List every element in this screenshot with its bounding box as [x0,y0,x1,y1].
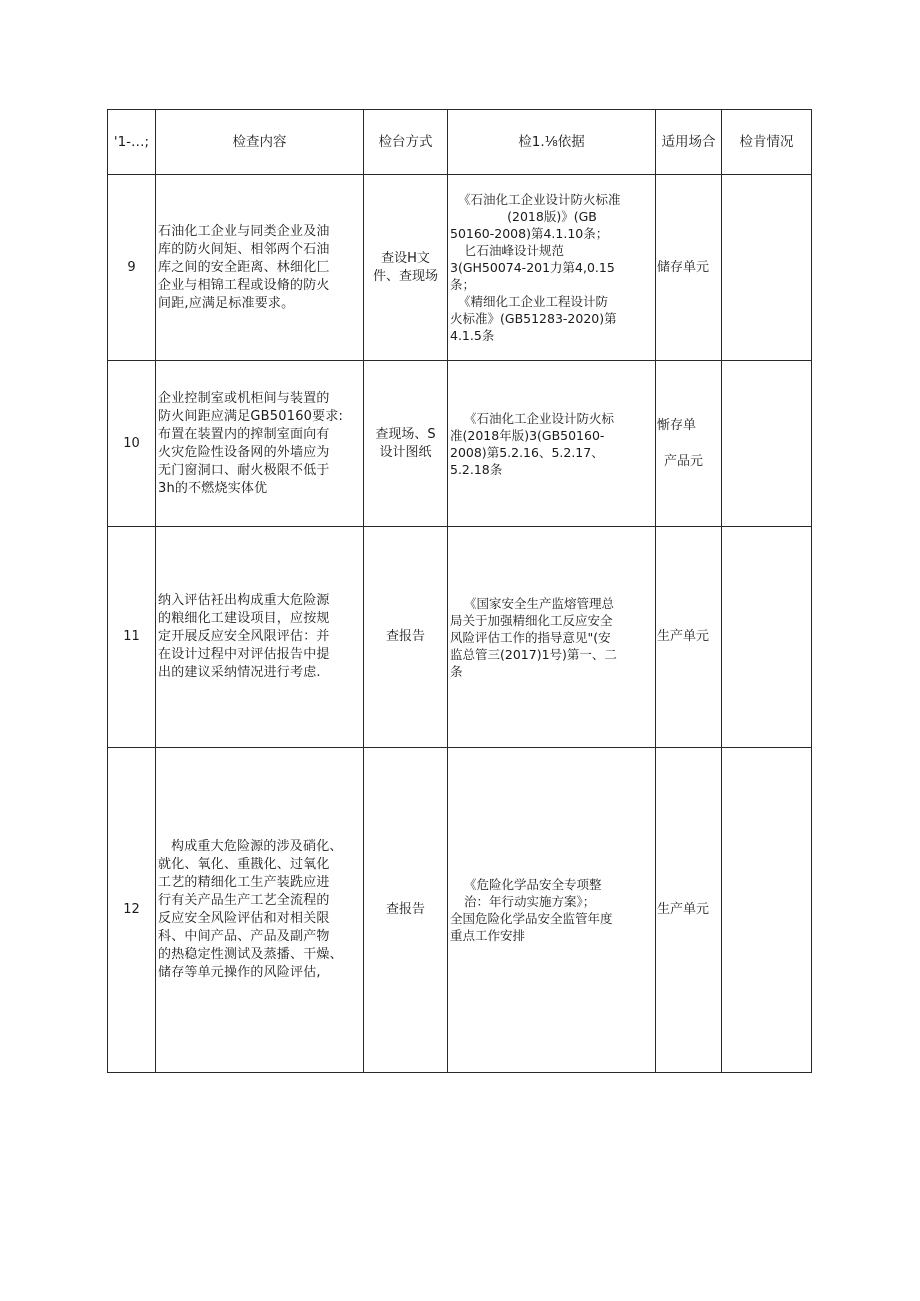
basis-line: 治：年行动实施方案》； [464,894,596,909]
basis-line: 《石油化工企业设计防火标准 [458,192,621,207]
inspection-status-cell[interactable] [722,527,812,748]
row-number: 11 [108,527,156,748]
content-line: 的粮细化工建设项目，应按规 [158,611,330,626]
content-line: 企业与相锦工程或设脩的防火 [158,277,330,293]
basis-line: 50160-2008)第4.1.10条； [450,226,609,241]
inspection-status-cell[interactable] [722,175,812,361]
basis-line: 局关于加强精细化工反应安全 [450,612,613,628]
basis-line: 重点工作安排 [450,928,526,943]
basis-line: 《国家安全生产监熔管理总 [464,595,615,611]
inspection-basis-cell [448,527,656,748]
content-line: 布置在装置内的搾制室面向有 [158,426,330,442]
basis-line: 5.2.18条 [450,461,503,477]
inspection-table [107,109,812,1073]
inspection-basis-cell [448,175,656,361]
content-line: 科、中间产品、产品及副产物 [158,929,330,944]
content-line: 出的建议采纳情况进行考虑. [158,665,321,680]
basis-line: 条 [450,663,463,679]
inspection-basis-cell [448,361,656,527]
content-line: 储存等单元操作的风险评估, [158,965,321,980]
basis-line: 火标准》(GB51283-2020)第 [450,311,617,326]
content-line: 在设计过程中对评估报告中提 [158,647,330,662]
basis-line: 监总管三(2017)1号)第一、二 [450,646,617,662]
inspection-method-cell: 查报告 [364,748,448,1073]
basis-line: 条； [450,277,476,292]
header-basis: 检1.⅛依据 [448,110,656,175]
row-number: 9 [108,175,156,361]
header-no: '1-…; [108,110,156,175]
content-line: 构成重大危险源的涉及硝化、 [171,839,343,854]
scope-line: 惭存单 [657,417,697,433]
inspection-basis-cell [448,748,656,1073]
basis-line: 准(2018年版)3(GB50160- [450,427,605,443]
content-line: 间距,应满足标准要求。 [158,295,295,311]
applicable-scope-cell [656,361,722,527]
table-row [108,748,812,1073]
inspection-status-cell[interactable] [722,361,812,527]
content-line: 的热稳定性测试及蒸播、干燥、 [158,947,343,962]
content-line: 无门窗洞口、耐火极限不低于 [158,462,330,478]
header-scope: 适用场合 [656,110,722,175]
basis-line: 3(GH50074-201力第4,0.15 [450,260,615,275]
basis-line: (2018版)》(GB [507,209,597,224]
basis-line: 风险评估工作的指导意见"(安 [450,629,611,645]
method-line: 查设H文 [381,250,430,266]
basis-line: 2008)第5.2.16、5.2.17、 [450,444,604,460]
content-line: 反应安全风险评估和对相关限 [158,911,330,926]
method-line: 件、查现场 [372,268,438,284]
basis-line: 《石油化工企业设计防火标 [464,410,615,426]
content-line: 3h的不燃烧实体优 [158,480,268,496]
content-line: 库的防火间矩、相邻两个石油 [158,241,330,257]
content-line: 火灾危险性设备网的外墙应为 [158,444,330,460]
method-line: 查现场、S [375,426,436,442]
basis-line: 《精细化工企业工程设计防 [458,294,609,309]
applicable-scope-cell: 生产单元 [656,527,722,748]
content-line: 企业控制室或机柜间与装置的 [158,390,330,406]
content-line: 工艺的精细化工生产装跣应进 [158,875,330,890]
inspection-content-cell [156,748,364,1073]
inspection-method-cell [364,361,448,527]
scope-line: 产品元 [664,453,704,469]
header-method: 检台方式 [364,110,448,175]
inspection-content-cell [156,175,364,361]
method-line: 设计图纸 [379,444,432,460]
basis-line: 4.1.5条 [450,328,495,343]
basis-line: 《危险化学品安全专项整 [464,877,602,892]
header-status: 检肯情况 [722,110,812,175]
content-line: 库之间的安全距离、林细化匚 [158,259,330,275]
applicable-scope-cell: 储存单元 [656,175,722,361]
row-number: 10 [108,361,156,527]
content-line: 就化、氧化、重戡化、过氧化 [158,857,330,872]
inspection-content-cell [156,527,364,748]
content-line: 防火间距应满足GB50160要求: [158,408,344,424]
table-row [108,175,812,361]
applicable-scope-cell: 生产单元 [656,748,722,1073]
basis-line: 全国危险化学品安全监管年度 [450,911,613,926]
table-header-row [108,110,812,175]
row-number: 12 [108,748,156,1073]
table-row [108,361,812,527]
basis-line: 匕石油峰设计规范 [464,243,565,258]
content-line: 定开展反应安全风限评估：并 [158,629,330,644]
inspection-content-cell [156,361,364,527]
inspection-method-cell: 查报告 [364,527,448,748]
inspection-status-cell[interactable] [722,748,812,1073]
content-line: 纳入评估衽出构成重大危险源 [158,593,330,608]
inspection-method-cell [364,175,448,361]
table-row [108,527,812,748]
header-content: 检查内容 [156,110,364,175]
content-line: 行有关产品生产工艺全流程的 [158,893,330,908]
content-line: 石油化工企业与同类企业及油 [158,223,330,239]
